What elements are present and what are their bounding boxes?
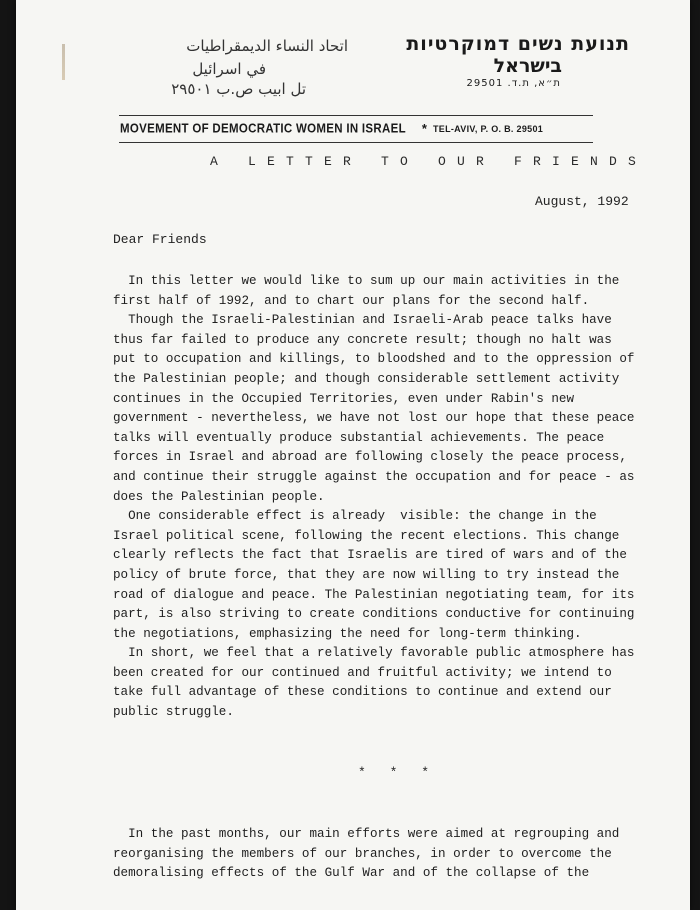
organization-address: TEL-AVIV, P. O. B. 29501: [432, 123, 544, 134]
letterhead-hebrew-line-1: תנועת נשים דמוקרטיות: [406, 33, 630, 55]
body-line: and continue their struggle against the occupation and for peace - as: [113, 469, 635, 484]
body-line: been created for our continued and fruitful activity; we intend to: [113, 665, 612, 680]
body-line: clearly reflects the fact that Israelis are tired of wars and of the: [113, 548, 627, 563]
separator-star: *: [421, 121, 427, 136]
punch-mark: [62, 44, 65, 80]
body-line: public struggle.: [113, 705, 234, 720]
section-break: * * *: [358, 765, 430, 780]
body-line: policy of brute force, that they are now willing to try instead the: [113, 567, 620, 582]
body-line: In this letter we would like to sum up our main activities in the: [113, 274, 620, 288]
body-line: take full advantage of these conditions to continue and extend our: [113, 685, 612, 700]
body-line: forces in Israel and abroad are following closely the peace process,: [113, 450, 627, 465]
letterhead-arabic-line-1: اتحاد النساء الديمقراطيات: [186, 37, 348, 55]
body-line: the Palestinian people; and though considerable settlement activity: [113, 371, 620, 386]
body-line: Though the Israeli-Palestinian and Israeli-Arab peace talks have: [113, 313, 612, 328]
letterhead-hebrew-line-3: ת״א, ת.ד. 29501: [466, 78, 561, 89]
letterhead-arabic-line-2: في اسرائيل: [192, 60, 266, 78]
body-line: In the past months, our main efforts were aimed at regrouping and: [113, 827, 620, 841]
body-line: road of dialogue and peace. The Palestinian negotiating team, for its: [113, 587, 635, 602]
organization-name: MOVEMENT OF DEMOCRATIC WOMEN IN ISRAEL: [120, 121, 406, 136]
letterhead-arabic-line-3: تل ابيب ص.ب ٢٩٥٠١: [171, 80, 306, 98]
letter-greeting: Dear Friends: [113, 232, 207, 247]
body-line: In short, we feel that a relatively favorable public atmosphere has: [113, 646, 635, 661]
body-line: talks will eventually produce substantial achievements. The peace: [113, 430, 605, 445]
body-line: put to occupation and killings, to bloodshed and to the oppression of: [113, 352, 635, 367]
body-line: first half of 1992, and to chart our plans for the second half.: [113, 293, 590, 308]
letter-title: A LETTER TO OUR FRIENDS: [210, 154, 648, 169]
body-line: One considerable effect is already visible: the change in the: [113, 509, 597, 524]
body-line: continues in the Occupied Territories, even under Rabin's new: [113, 391, 575, 406]
letter-date: August, 1992: [535, 194, 629, 209]
letterhead-english-bar: [120, 121, 594, 136]
body-line: Israel political scene, following the recent elections. This change: [113, 528, 620, 543]
letter-body-continued: [113, 825, 673, 884]
body-line: government - nevertheless, we have not lost our hope that these peace: [113, 411, 635, 426]
body-line: part, is also striving to create conditions conductive for continuing: [113, 607, 635, 622]
letterhead-hebrew-line-2: בישראל: [493, 55, 562, 77]
letterhead-rule-top: [119, 115, 593, 116]
body-line: reorganising the members of our branches, in order to overcome the: [113, 846, 612, 861]
letter-page: [16, 0, 690, 910]
letterhead-rule-bottom: [119, 142, 593, 143]
body-line: thus far failed to produce any concrete result; though no halt was: [113, 332, 612, 347]
body-line: the negotiations, emphasizing the need for long-term thinking.: [113, 626, 582, 641]
body-line: demoralising effects of the Gulf War and of the collapse of the: [113, 866, 590, 881]
body-line: does the Palestinian people.: [113, 489, 325, 504]
letter-body: [113, 272, 673, 723]
